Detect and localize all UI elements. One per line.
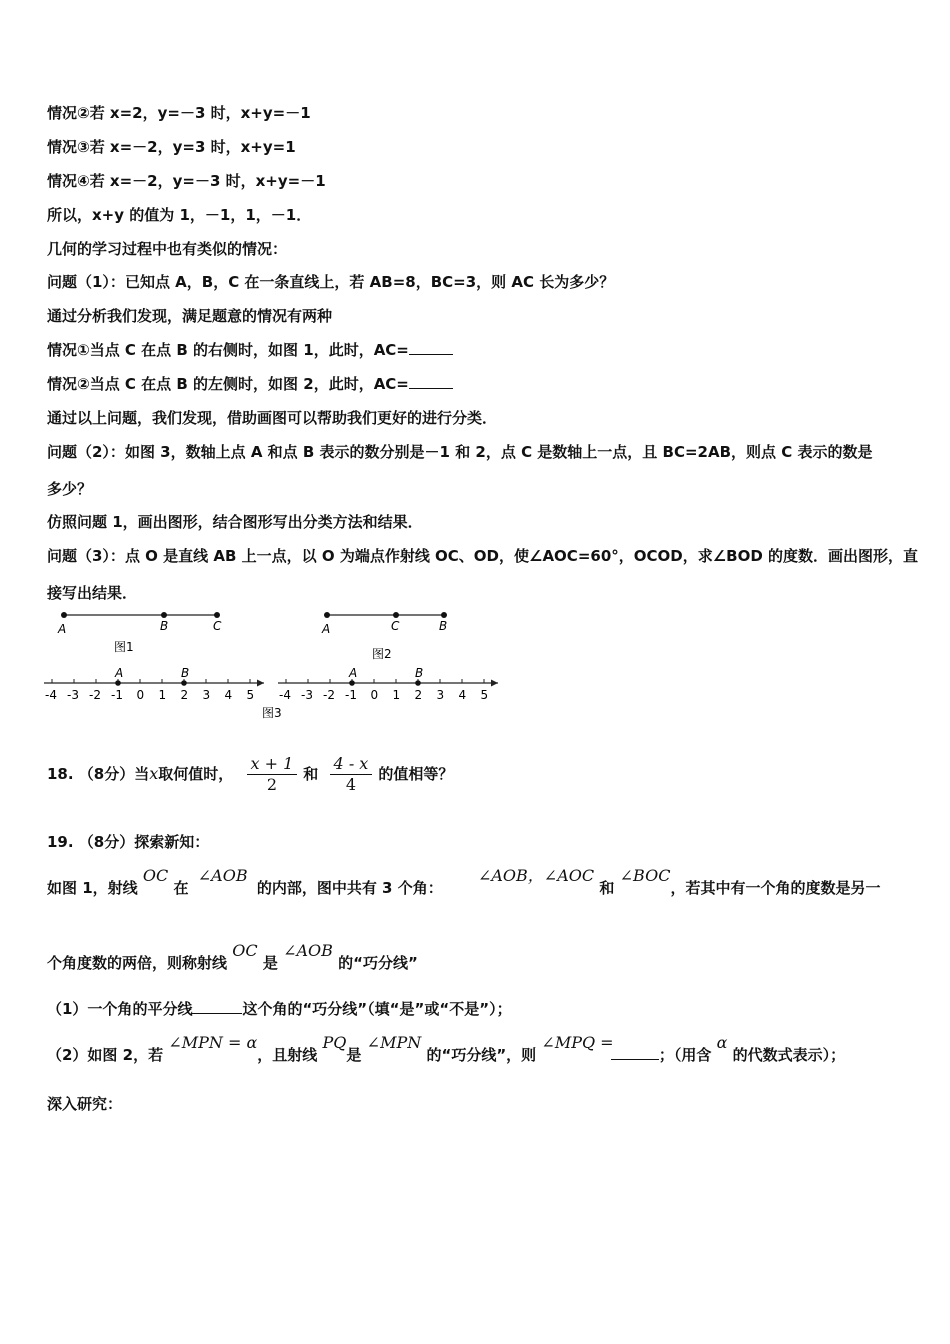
axis-arrow-2 bbox=[491, 680, 498, 687]
q19-p2-c: 是 bbox=[346, 1046, 362, 1064]
question-19-title: 19. （8分）探索新知： bbox=[47, 833, 210, 851]
question-1: 问题（1）：已知点 A，B，C 在一条直线上，若 AB=8，BC=3，则 AC 长为多少？ bbox=[47, 273, 615, 291]
figures-area bbox=[44, 605, 510, 723]
figure-2-caption: 图2 bbox=[372, 647, 392, 661]
q19-p2-ray-pq: PQ bbox=[322, 1033, 347, 1052]
figure-2-point-b bbox=[441, 612, 447, 618]
q19-l1-and: 和 bbox=[599, 879, 615, 897]
deep-research-heading: 深入研究： bbox=[47, 1095, 123, 1113]
figure-2-label-b: B bbox=[439, 619, 448, 633]
case-3-line: 情况③若 x=－2，y=3 时，x+y=1 bbox=[47, 138, 296, 156]
q18-and: 和 bbox=[303, 765, 319, 783]
tick-label: 4 bbox=[224, 688, 233, 702]
point-a-label: A bbox=[115, 666, 124, 680]
q19-p2-a: （2）如图 2，若 bbox=[47, 1046, 164, 1064]
q19-p2-alpha: α bbox=[716, 1033, 728, 1052]
question-19-line-1 bbox=[47, 866, 881, 898]
q19-l1-angles: ∠AOB，∠AOC bbox=[477, 866, 595, 885]
q18-fraction-1-denominator: 2 bbox=[266, 775, 277, 794]
q19-l2-angle-aob: ∠AOB bbox=[283, 941, 333, 960]
tick-label: 5 bbox=[480, 688, 489, 702]
q19-l1-ray-oc: OC bbox=[142, 866, 169, 885]
q18-fraction-1-numerator: x + 1 bbox=[247, 754, 298, 775]
q19-p1-b: 这个角的“巧分线”（填“是”或“不是”）； bbox=[242, 1000, 512, 1018]
answer-blank[interactable] bbox=[409, 340, 453, 355]
q19-p2-angle-mpn-2: ∠MPN bbox=[366, 1033, 422, 1052]
imitate-line: 仿照问题 1，画出图形，结合图形写出分类方法和结果． bbox=[47, 513, 423, 531]
q19-l1-angle-boc: ∠BOC bbox=[619, 866, 671, 885]
point-b-label: B bbox=[415, 666, 424, 680]
q19-p2-d: 的“巧分线”，则 bbox=[426, 1046, 537, 1064]
conclusion-line: 所以，x+y 的值为 1，－1，1，－1． bbox=[47, 206, 312, 224]
q19-p1-a: （1）一个角的平分线 bbox=[47, 1000, 193, 1018]
figure-2-point-c bbox=[393, 612, 399, 618]
q18-variable: x bbox=[149, 764, 159, 783]
figure-1-label-c: C bbox=[213, 619, 222, 633]
tick-label: 2 bbox=[180, 688, 189, 702]
figure-1-point-a bbox=[61, 612, 67, 618]
figure-2 bbox=[321, 612, 447, 661]
tick-label: 1 bbox=[392, 688, 401, 702]
question-3-line-1: 问题（3）：点 O 是直线 AB 上一点，以 O 为端点作射线 OC、OD，使∠AOC=60°，OCOD，求∠BOD 的度数．画出图形，直 bbox=[47, 547, 919, 565]
tick-label: 4 bbox=[458, 688, 467, 702]
situation-2 bbox=[47, 374, 453, 394]
tick-label: -3 bbox=[301, 688, 313, 702]
figure-1-point-c bbox=[214, 612, 220, 618]
tick-label: -1 bbox=[111, 688, 123, 702]
point-a-marker bbox=[349, 680, 355, 686]
axis-arrow-1 bbox=[257, 680, 264, 687]
q19-l1-angle-aob: ∠AOB bbox=[197, 866, 248, 885]
q18-fraction-2-denominator: 4 bbox=[345, 775, 357, 794]
tick-label: 5 bbox=[246, 688, 255, 702]
q19-l2-ray-oc: OC bbox=[232, 941, 258, 960]
tick-label: 3 bbox=[202, 688, 211, 702]
figure-1-label-b: B bbox=[160, 619, 169, 633]
question-19-line-2 bbox=[47, 941, 418, 973]
q18-fraction-2 bbox=[330, 754, 373, 795]
q19-p2-f: 的代数式表示）； bbox=[732, 1046, 846, 1064]
q19-l1-a: 如图 1，射线 bbox=[47, 879, 138, 897]
point-a-label: A bbox=[349, 666, 358, 680]
tick-label: 0 bbox=[370, 688, 379, 702]
situation-2-text: 情况②当点 C 在点 B 的左侧时，如图 2，此时，AC= bbox=[47, 375, 409, 393]
answer-blank[interactable] bbox=[409, 374, 453, 389]
q19-p2-angle-mpq: ∠MPQ = bbox=[541, 1033, 614, 1052]
q18-fraction-1 bbox=[247, 754, 298, 795]
figure-1-caption: 图1 bbox=[114, 640, 134, 654]
q19-p2-b: ，且射线 bbox=[257, 1046, 318, 1064]
q18-suffix: 的值相等？ bbox=[378, 765, 454, 783]
point-a-marker bbox=[115, 680, 121, 686]
q19-l1-c: 的内部，图中共有 3 个角： bbox=[256, 879, 443, 897]
conclude-line: 通过以上问题，我们发现，借助画图可以帮助我们更好的进行分类． bbox=[47, 409, 498, 427]
question-19-part-1 bbox=[47, 999, 512, 1019]
tick-label: -4 bbox=[279, 688, 291, 702]
analysis-line: 通过分析我们发现，满足题意的情况有两种 bbox=[47, 307, 333, 325]
answer-blank[interactable] bbox=[192, 999, 242, 1014]
tick-label: 3 bbox=[436, 688, 445, 702]
situation-1 bbox=[47, 340, 453, 360]
figure-2-label-c: C bbox=[391, 619, 400, 633]
question-19-part-2 bbox=[47, 1033, 846, 1065]
figure-3-caption: 图3 bbox=[262, 706, 282, 720]
tick-label: 2 bbox=[414, 688, 423, 702]
question-2-line-2: 多少？ bbox=[47, 480, 93, 498]
number-line-1 bbox=[44, 666, 264, 702]
case-4-line: 情况④若 x=－2，y=－3 时，x+y=－1 bbox=[47, 172, 326, 190]
number-line-2 bbox=[278, 666, 498, 702]
figure-1 bbox=[57, 612, 222, 654]
q19-l2-a: 个角度数的两倍，则称射线 bbox=[47, 954, 228, 972]
question-18 bbox=[47, 752, 453, 796]
tick-label: -4 bbox=[45, 688, 57, 702]
tick-label: 0 bbox=[136, 688, 145, 702]
answer-blank[interactable] bbox=[611, 1045, 659, 1060]
figure-2-point-a bbox=[324, 612, 330, 618]
geometry-intro: 几何的学习过程中也有类似的情况： bbox=[47, 240, 288, 258]
tick-label: 1 bbox=[158, 688, 167, 702]
q19-p2-angle-mpn: ∠MPN = α bbox=[168, 1033, 258, 1052]
q19-l2-b: 是 bbox=[262, 954, 278, 972]
question-2-line-1: 问题（2）：如图 3，数轴上点 A 和点 B 表示的数分别是－1 和 2，点 C 是数轴上一点，且 BC=2AB，则点 C 表示的数是 bbox=[47, 443, 873, 461]
point-b-marker bbox=[181, 680, 187, 686]
tick-label: -1 bbox=[345, 688, 357, 702]
point-b-label: B bbox=[181, 666, 190, 680]
q18-mid: 取何值时， bbox=[158, 765, 234, 783]
tick-label: -3 bbox=[67, 688, 79, 702]
q18-prefix: 18. （8分）当 bbox=[47, 765, 150, 783]
q18-fraction-2-numerator: 4 - x bbox=[330, 754, 373, 775]
figure-1-label-a: A bbox=[58, 622, 67, 636]
figure-1-point-b bbox=[161, 612, 167, 618]
q19-l2-c: 的“巧分线” bbox=[338, 954, 418, 972]
q19-l1-b: 在 bbox=[173, 879, 189, 897]
figure-2-label-a: A bbox=[322, 622, 331, 636]
case-2-line: 情况②若 x=2，y=－3 时，x+y=－1 bbox=[47, 104, 311, 122]
situation-1-text: 情况①当点 C 在点 B 的右侧时，如图 1，此时，AC= bbox=[47, 341, 409, 359]
tick-label: -2 bbox=[323, 688, 335, 702]
q19-p2-e: ；（用含 bbox=[658, 1046, 712, 1064]
q19-l1-d: ，若其中有一个角的度数是另一 bbox=[670, 879, 881, 897]
question-3-line-2: 接写出结果． bbox=[47, 584, 138, 602]
tick-label: -2 bbox=[89, 688, 101, 702]
point-b-marker bbox=[415, 680, 421, 686]
